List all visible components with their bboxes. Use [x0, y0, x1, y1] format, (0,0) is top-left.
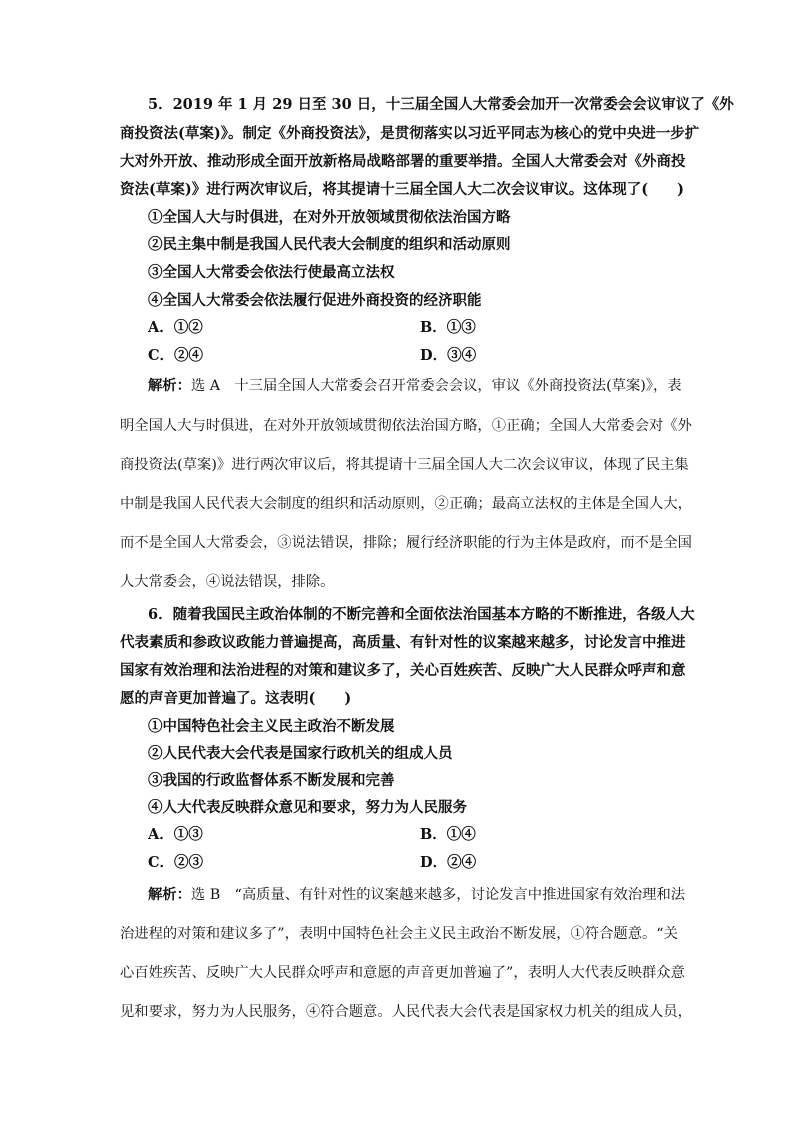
q6-statement-1: ①中国特色社会主义民主政治不断发展 — [148, 718, 395, 735]
q5-option-a: A．①② — [148, 319, 203, 336]
q6-statement-2: ②人民代表大会代表是国家行政机关的组成人员 — [148, 745, 453, 762]
q6-analysis-first: 选 B “高质量、有针对性的议案越来越多，讨论发言中推进国家有效治理和法 — [190, 887, 686, 903]
q6-analysis-line-4: 见和要求，努力为人民服务，④符合题意。人民代表大会代表是国家权力机关的组成人员， — [120, 1004, 692, 1020]
q5-option-b: B．①③ — [420, 319, 476, 336]
q5-analysis-line-4: 中制是我国人民代表大会制度的组织和活动原则，②正确；最高立法权的主体是全国人大， — [120, 496, 692, 512]
q6-analysis-line-3: 心百姓疾苦、反映广大人民群众呼声和意愿的声音更加普遍了”，表明人大代表反映群众意 — [120, 965, 685, 981]
q6-analysis-label: 解析： — [148, 887, 191, 903]
q5-analysis-line-1 — [148, 376, 682, 396]
q5-stem-line-4: 资法(草案)》进行两次审议后，将其提请十三届全国人大二次会议审议。这体现了( ) — [120, 181, 684, 198]
q5-option-d: D．③④ — [420, 347, 477, 364]
q6-statement-3: ③我国的行政监督体系不断发展和完善 — [148, 772, 395, 789]
q6-analysis-line-1 — [148, 885, 685, 905]
q5-statement-3: ③全国人大常委会依法行使最高立法权 — [148, 264, 395, 281]
q6-stem-line-1: 6．随着我国民主政治体制的不断完善和全面依法治国基本方略的不断推进，各级人大 — [148, 606, 695, 623]
q5-analysis-line-5: 而不是全国人大常委会，③说法错误，排除；履行经济职能的行为主体是政府，而不是全国 — [120, 535, 692, 551]
q6-option-c: C．②③ — [148, 854, 204, 871]
q6-stem-line-4: 愿的声音更加普遍了。这表明( ) — [120, 690, 352, 707]
q5-analysis-line-3: 商投资法(草案)》进行两次审议后，将其提请十三届全国人大二次会议审议，体现了民主集 — [120, 457, 689, 473]
q6-option-a: A．①③ — [148, 826, 203, 843]
q6-option-b: B．①④ — [420, 826, 476, 843]
q5-option-c: C．②④ — [148, 347, 204, 364]
q6-stem-line-3: 国家有效治理和法治进程的对策和建议多了，关心百姓疾苦、反映广大人民群众呼声和意 — [120, 662, 686, 679]
q6-statement-4: ④人大代表反映群众意见和要求，努力为人民服务 — [148, 799, 467, 816]
q5-statement-1: ①全国人大与时俱进，在对外开放领域贯彻依法治国方略 — [148, 209, 511, 226]
q5-statement-4: ④全国人大常委会依法履行促进外商投资的经济职能 — [148, 292, 482, 309]
q5-stem-line-1: 5．2019 年 1 月 29 日至 30 日，十三届全国人大常委会加开一次常委会会议审议了《外 — [148, 96, 734, 113]
q5-statement-2: ②民主集中制是我国人民代表大会制度的组织和活动原则 — [148, 236, 511, 253]
q5-analysis-label: 解析： — [148, 378, 191, 394]
q5-stem-line-2: 商投资法(草案)》。制定《外商投资法》，是贯彻落实以习近平同志为核心的党中央进一步扩 — [120, 125, 700, 142]
q5-analysis-line-6: 人大常委会，④说法错误，排除。 — [120, 574, 335, 590]
q5-analysis-first: 选 A 十三届全国人大常委会召开常委会会议，审议《外商投资法(草案)》，表 — [190, 378, 682, 394]
q6-stem-line-2: 代表素质和参政议政能力普遍提高，高质量、有针对性的议案越来越多，讨论发言中推进 — [120, 634, 686, 651]
q5-stem-line-3: 大对外开放、推动形成全面开放新格局战略部署的重要举措。全国人大常委会对《外商投 — [120, 153, 686, 170]
q6-option-d: D．②④ — [420, 854, 477, 871]
q5-analysis-line-2: 明全国人大与时俱进，在对外开放领域贯彻依法治国方略，①正确；全国人大常委会对《外 — [120, 418, 692, 434]
q6-analysis-line-2: 治进程的对策和建议多了”，表明中国特色社会主义民主政治不断发展，①符合题意。“关 — [120, 926, 678, 942]
